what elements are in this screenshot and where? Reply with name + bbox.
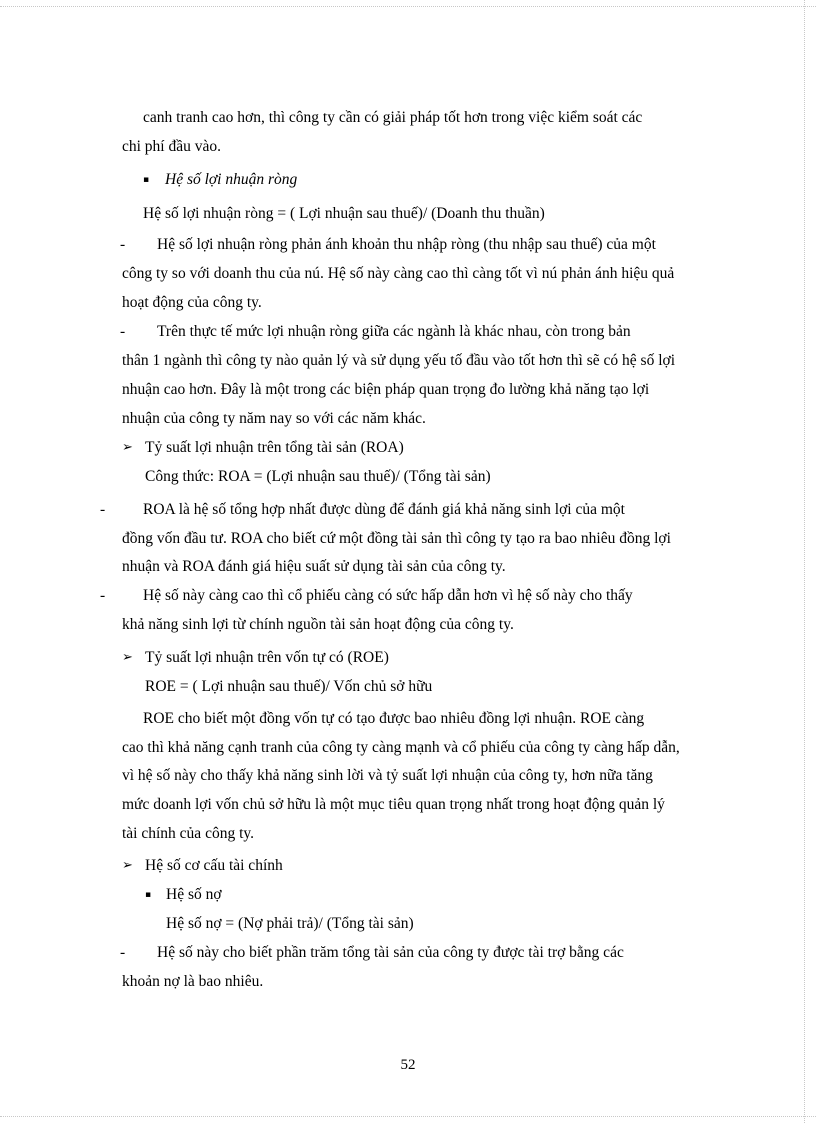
square-bullet-icon: ▪	[145, 890, 152, 900]
dash-bullet: -	[100, 501, 106, 518]
arrow-bullet-icon: ➢	[122, 650, 133, 665]
text-line: Hệ số lợi nhuận ròng phản ánh khoản thu nhập ròng (thu nhập sau thuế) của một	[157, 236, 656, 253]
text-line: tài chính của công ty.	[122, 825, 254, 842]
dash-bullet: -	[120, 944, 126, 961]
text-line: cao thì khả năng cạnh tranh của công ty càng mạnh và cổ phiếu của công ty càng hấp dẫn,	[122, 739, 680, 756]
text-line: canh tranh cao hơn, thì công ty cần có giải pháp tốt hơn trong việc kiểm soát các	[143, 109, 643, 126]
page-border-bottom	[0, 1116, 816, 1118]
square-bullet-icon: ▪	[143, 175, 150, 185]
text-line: hoạt động của công ty.	[122, 294, 262, 311]
text-line: Trên thực tế mức lợi nhuận ròng giữa các ngành là khác nhau, còn trong bản	[157, 323, 631, 340]
text-line: khả năng sinh lợi từ chính nguồn tài sản hoạt động của công ty.	[122, 616, 514, 633]
text-line: nhuận và ROA đánh giá hiệu suất sử dụng tài sản của công ty.	[122, 558, 506, 575]
text-line: ROE cho biết một đồng vốn tự có tạo được bao nhiêu đồng lợi nhuận. ROE càng	[143, 710, 645, 727]
text-line: khoản nợ là bao nhiêu.	[122, 973, 264, 990]
text-line: Hệ số này càng cao thì cổ phiếu càng có sức hấp dẫn hơn vì hệ số này cho thấy	[143, 587, 633, 604]
subsection-heading: Hệ số nợ	[166, 886, 222, 903]
formula-line: Hệ số lợi nhuận ròng = ( Lợi nhuận sau thuế)/ (Doanh thu thuần)	[143, 205, 545, 222]
formula-line: Công thức: ROA = (Lợi nhuận sau thuế)/ (Tổng tài sản)	[145, 468, 491, 485]
formula-line: ROE = ( Lợi nhuận sau thuế)/ Vốn chủ sở hữu	[145, 678, 433, 695]
page-border-top	[0, 0, 816, 7]
dash-bullet: -	[120, 323, 126, 340]
text-line: đồng vốn đầu tư. ROA cho biết cứ một đồng tài sản thì công ty tạo ra bao nhiêu đồng lợi	[122, 530, 671, 547]
text-line: thân 1 ngành thì công ty nào quản lý và sử dụng yếu tố đầu vào tốt hơn thì sẽ có hệ số lợi	[122, 352, 675, 369]
text-line: nhuận cao hơn. Đây là một trong các biện pháp quan trọng đo lường khả năng tạo lợi	[122, 381, 650, 398]
text-line: nhuận của công ty năm nay so với các năm khác.	[122, 410, 426, 427]
dash-bullet: -	[100, 587, 106, 604]
page-number: 52	[400, 1057, 416, 1073]
formula-line: Hệ số nợ = (Nợ phải trả)/ (Tổng tài sản)	[166, 915, 414, 932]
dash-bullet: -	[120, 236, 126, 253]
text-line: Hệ số này cho biết phần trăm tổng tài sản của công ty được tài trợ bằng các	[157, 944, 624, 961]
text-line: mức doanh lợi vốn chủ sở hữu là một mục tiêu quan trọng nhất trong hoạt động quản lý	[122, 796, 665, 813]
arrow-bullet-icon: ➢	[122, 858, 133, 873]
text-line: chi phí đầu vào.	[122, 138, 222, 155]
arrow-bullet-icon: ➢	[122, 440, 133, 455]
page-border-right	[804, 0, 806, 1123]
text-line: vì hệ số này cho thấy khả năng sinh lời và tỷ suất lợi nhuận của công ty, hơn nữa tăng	[122, 767, 653, 784]
section-heading: Hệ số cơ cấu tài chính	[145, 857, 283, 874]
text-line: ROA là hệ số tổng hợp nhất được dùng để đánh giá khả năng sinh lợi của một	[143, 501, 625, 518]
section-heading: Tỷ suất lợi nhuận trên tổng tài sản (ROA)	[145, 439, 404, 456]
section-heading: Hệ số lợi nhuận ròng	[165, 171, 298, 188]
section-heading: Tỷ suất lợi nhuận trên vốn tự có (ROE)	[145, 649, 389, 666]
text-line: công ty so với doanh thu của nú. Hệ số này càng cao thì càng tốt vì nú phản ánh hiệu quả	[122, 265, 675, 282]
